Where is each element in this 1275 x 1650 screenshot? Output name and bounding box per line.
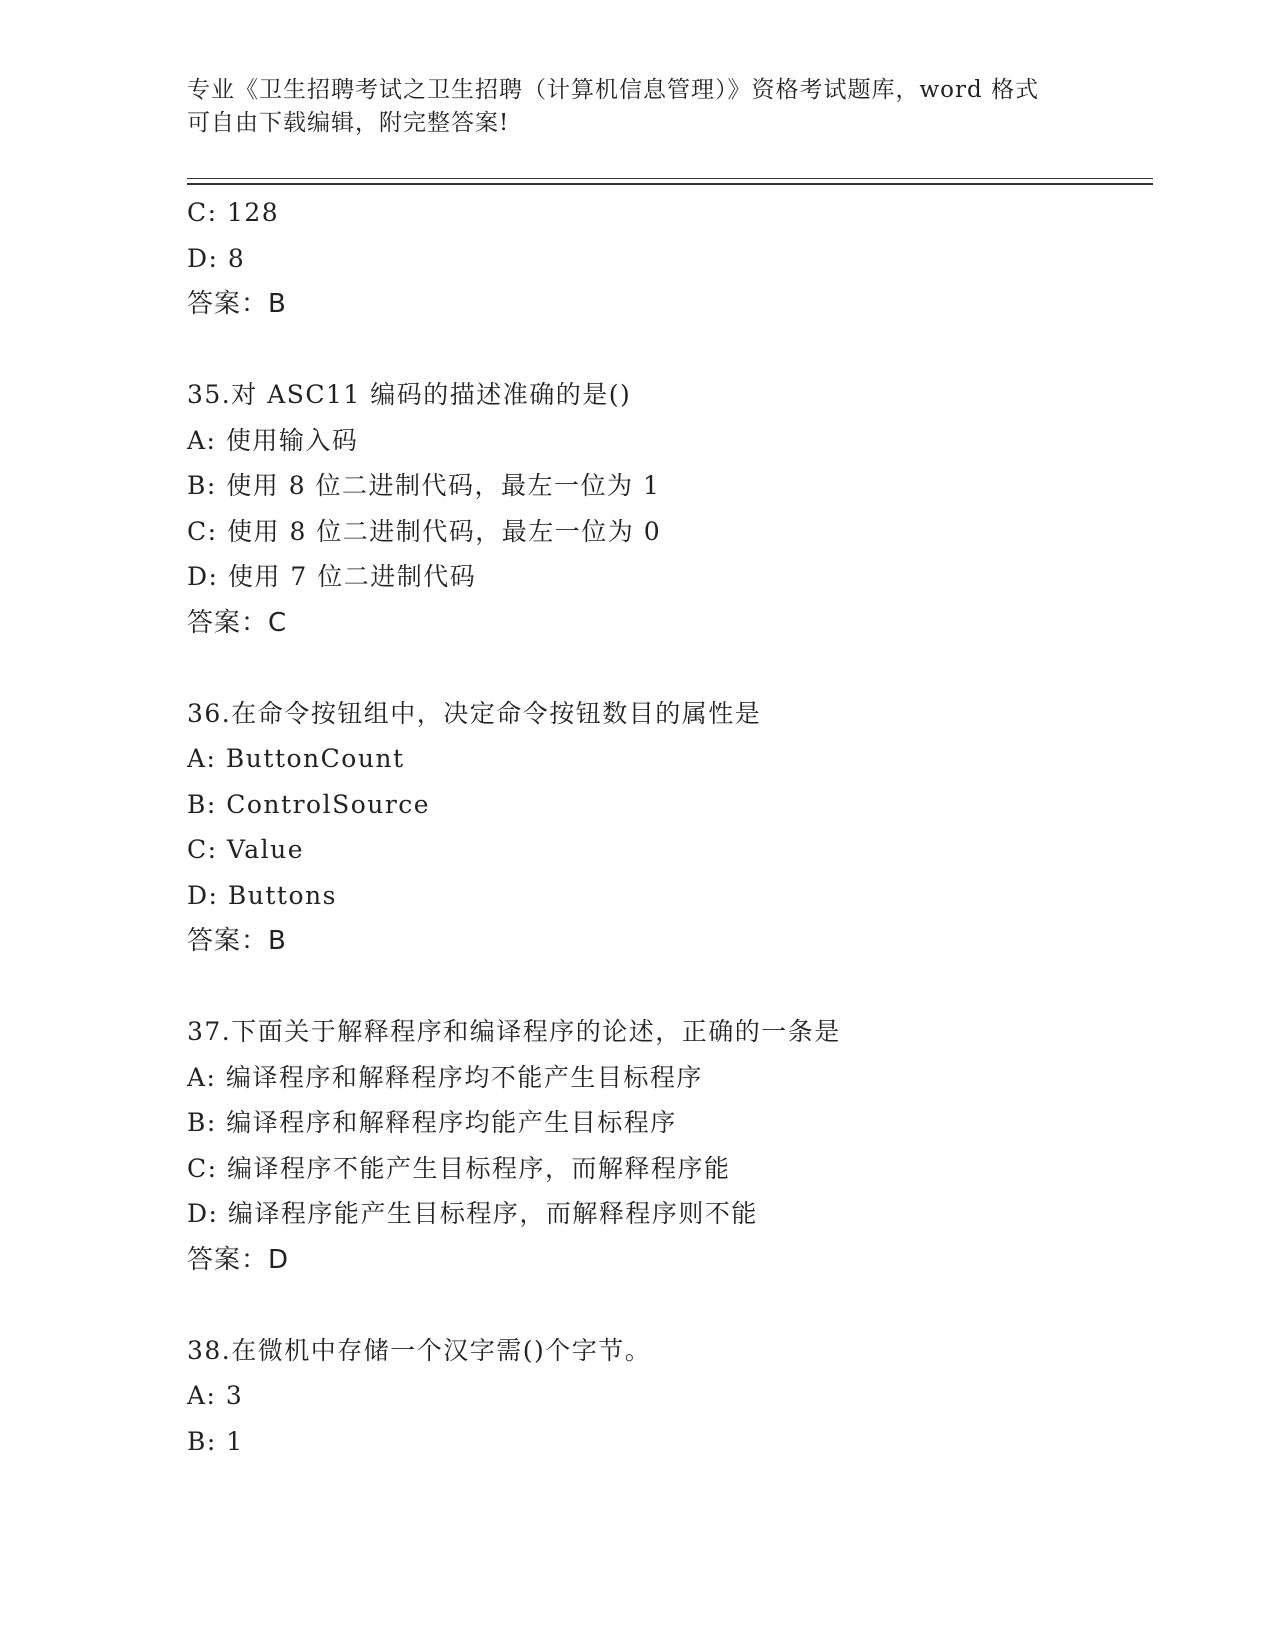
- header-rule-thin: [187, 178, 1153, 179]
- option-d: D: 编译程序能产生目标程序，而解释程序则不能: [187, 1199, 758, 1228]
- option-b: B: 编译程序和解释程序均能产生目标程序: [187, 1108, 677, 1137]
- option-a: A: 使用输入码: [187, 425, 359, 455]
- answer-line: 答案：B: [187, 289, 287, 319]
- header-rule-thick: [187, 183, 1153, 185]
- option-d: D: Buttons: [187, 880, 337, 910]
- option-a: A: ButtonCount: [187, 744, 405, 773]
- answer-line: 答案：B: [187, 926, 287, 956]
- question-stem: 36.在命令按钮组中，决定命令按钮数目的属性是: [187, 698, 762, 728]
- question-fragment: [187, 190, 1147, 327]
- question-spacer: [187, 327, 1147, 372]
- question-37: [187, 1009, 1147, 1283]
- question-38: [187, 1328, 1147, 1465]
- question-stem: 37.下面关于解释程序和编译程序的论述，正确的一条是: [187, 1017, 841, 1046]
- question-36: [187, 691, 1147, 965]
- option-c: C: Value: [187, 835, 305, 864]
- question-stem: 35.对 ASC11 编码的描述准确的是(): [187, 380, 632, 409]
- answer-line: 答案：D: [187, 1244, 290, 1275]
- question-spacer: [187, 646, 1147, 691]
- question-spacer: [187, 964, 1147, 1009]
- question-35: [187, 372, 1147, 646]
- option-c: C: 使用 8 位二进制代码，最左一位为 0: [187, 516, 662, 546]
- question-list: [187, 190, 1147, 1464]
- option-c: C: 编译程序不能产生目标程序，而解释程序能: [187, 1153, 731, 1183]
- option-a: A: 3: [187, 1381, 244, 1410]
- option-b: B: ControlSource: [187, 789, 431, 819]
- option-b: B: 1: [187, 1426, 244, 1456]
- header-title-line-2: 可自由下载编辑，附完整答案!: [187, 110, 510, 136]
- question-spacer: [187, 1283, 1147, 1328]
- option-d: D: 8: [187, 243, 246, 273]
- header-title-line-1: 专业《卫生招聘考试之卫生招聘（计算机信息管理）》资格考试题库，word 格式: [187, 77, 1040, 103]
- option-a: A: 编译程序和解释程序均不能产生目标程序: [187, 1062, 703, 1092]
- question-stem: 38.在微机中存储一个汉字需()个字节。: [187, 1335, 652, 1365]
- page-header: [187, 74, 1087, 140]
- answer-line: 答案：C: [187, 607, 288, 638]
- option-c: C: 128: [187, 198, 280, 227]
- option-d: D: 使用 7 位二进制代码: [187, 562, 477, 591]
- option-b: B: 使用 8 位二进制代码，最左一位为 1: [187, 471, 661, 500]
